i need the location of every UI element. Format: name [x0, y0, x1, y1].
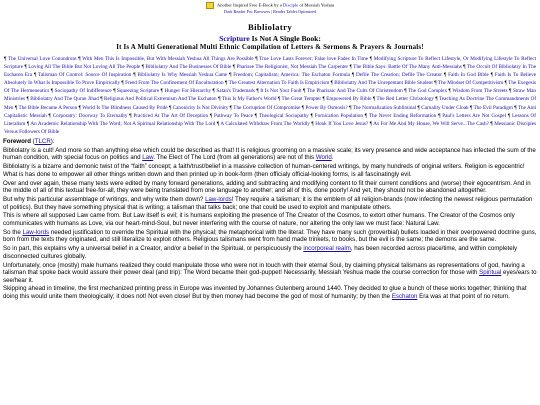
toc-item[interactable]: [418, 105, 469, 111]
toc-link[interactable]: It Is Not Your Fault: [260, 88, 302, 95]
toc-item[interactable]: [78, 56, 253, 62]
toc-link[interactable]: The Mindset Of Competitivism: [437, 80, 504, 87]
toc-link[interactable]: Pharisee The Religionist, Not Messiah The Carpenter: [236, 64, 349, 71]
paragraph: This is where all supposed Law came from. But Law itself is evil; it is humans exploiting the presence of The Creator of the Cosmos, to extort other humans. The Creator of the Cosmos only communicates with humans as Love, via our heart-mind-Soul, but never interfering with the course of nature, nor altering the only law we must face: Natural Law.: [3, 212, 515, 227]
paragraph: So the Law-lords needed justification to override the Spiritual with the physical; the metaphorical with the literal: They have many such (proverbial) bullets loaded in their overpowered doctrine guns, born from the texts they originated, and still literalize to exploit others. Religious talismans went from hand made trinkets, to books, but the evil is the same; the demons are the same.: [3, 228, 537, 244]
tagline: It Is A Multi Generational Multi Ethnic Compilation of Letters & Sermons & Prayers & Journals!: [116, 44, 424, 51]
pilcrow-icon: ¶: [514, 104, 517, 111]
toc-link[interactable]: Religious And Political Extremism And The Eschaton: [104, 96, 217, 103]
toc-item[interactable]: [470, 105, 513, 111]
toc-item[interactable]: [218, 96, 276, 102]
toc-item[interactable]: [4, 56, 77, 62]
paragraph: But why this particular assemblage of writings, and why write them down? Law-lords! They require a talisman; it is the emblem of all religion-brands (now infecting the newest religious permutation of politics). But they have something physical that is writing; a talisman that talks back; one that could be used to exploit and manipulate others.: [3, 195, 533, 211]
toc-link[interactable]: The Bible Became A Person: [18, 104, 78, 111]
toc-link[interactable]: The Pharisaic And The Cults Of Christendom: [306, 88, 403, 95]
disciple-link[interactable]: Disciple: [282, 2, 299, 8]
pilcrow-icon: ¶: [78, 56, 81, 62]
toc-link[interactable]: The Normalization Subliminal: [352, 104, 417, 111]
toc-item[interactable]: [365, 113, 436, 119]
toc-item[interactable]: [322, 96, 371, 102]
toc-link[interactable]: Hunger For Hierarchy: [164, 88, 212, 95]
toc-item[interactable]: [113, 88, 159, 94]
subtitle: Scripture Is Not A Single Book:: [219, 34, 321, 43]
pilcrow-icon: ¶: [218, 96, 221, 103]
paragraph: Unfortunately, once (mostly) male humans realized they could manipulate those who were not in touch with their eternal Soul, by claiming physical talismans as representations of god, having a talisman that spoke back would assure their power deal (and trip): The Word became their god-puppet! Necessarily, Messiah Yeshua made the course correction for those with Spiritual eyes/ears to see/hear it.: [3, 261, 537, 284]
toc-link[interactable]: Faith In God Bible: [448, 72, 489, 79]
pilcrow-icon: ¶: [133, 72, 136, 79]
pilcrow-icon: ¶: [78, 104, 81, 111]
pilcrow-icon: ¶: [504, 80, 507, 87]
pilcrow-icon: ¶: [216, 120, 220, 127]
toc-item[interactable]: [331, 80, 433, 86]
toc-item[interactable]: [79, 105, 168, 111]
toc-link[interactable]: This Is My Father's World: [221, 96, 277, 103]
toc-item[interactable]: [352, 72, 442, 78]
toc-item[interactable]: [49, 113, 128, 119]
toc-link[interactable]: With Men This Is Impossible, But With Messiah Yeshua All Things Are Possible: [82, 56, 254, 62]
pilcrow-icon: ¶: [113, 88, 116, 95]
toc-link[interactable]: Talisman Of Control: Source Of Inspiration: [38, 72, 132, 79]
header-tagline: Another Inspired Free E-Book by a Disciple of Messiah Yeshua: [0, 2, 540, 9]
toc-item[interactable]: [229, 72, 350, 78]
pilcrow-icon: ¶: [435, 96, 438, 103]
toc-link[interactable]: The Red Letter Christology: [376, 96, 434, 103]
toc-item[interactable]: [51, 88, 112, 94]
toc-item[interactable]: [278, 96, 321, 102]
tlcr-link[interactable]: TLCR: [34, 137, 51, 145]
toc-item[interactable]: [373, 96, 434, 102]
toc-item[interactable]: [210, 113, 253, 119]
toc-link[interactable]: Straw Man Ministries: [4, 88, 536, 103]
pilcrow-icon: ¶: [33, 72, 37, 79]
incorporeal-realm-link[interactable]: incorporeal realm: [303, 245, 351, 253]
pilcrow-icon: ¶: [100, 96, 103, 103]
toc-item[interactable]: [350, 64, 462, 70]
pilcrow-icon: ¶: [48, 112, 51, 119]
toc-link[interactable]: Loving All The Bible But Not Loving All The People: [28, 64, 141, 71]
toc-link[interactable]: Canonicity Is Not Divinity: [172, 104, 229, 111]
pilcrow-icon: ¶: [322, 96, 325, 103]
toc-link[interactable]: Paul's Letters Are Not Gospel: [442, 112, 507, 119]
toc-link[interactable]: Satan's Trademark: [216, 88, 255, 95]
toc-item[interactable]: [27, 121, 216, 127]
toc-link[interactable]: Empowered By Bible: [326, 96, 372, 103]
toc-link[interactable]: The Bible Says: Battle Of The Many Anti-Messiahs: [353, 64, 462, 71]
eschaton-link[interactable]: Eschaton: [391, 293, 418, 300]
toc-item[interactable]: [24, 64, 140, 70]
pilcrow-icon: ¶: [50, 88, 54, 95]
toc-link[interactable]: Squeezing Scripture: [117, 88, 160, 95]
toc-link[interactable]: Honk If You Love Jesus?: [315, 120, 369, 127]
toc-item[interactable]: [302, 105, 348, 111]
toc-item[interactable]: [434, 80, 503, 86]
pilcrow-icon: ¶: [229, 72, 232, 79]
pilcrow-icon: ¶: [26, 120, 30, 127]
pilcrow-icon: ¶: [168, 104, 172, 111]
pilcrow-icon: ¶: [256, 88, 259, 95]
pilcrow-icon: ¶: [349, 64, 352, 71]
toc-link[interactable]: Freed From The Confinement Of Enculturation: [125, 80, 224, 87]
pilcrow-icon: ¶: [129, 112, 132, 119]
toc-item[interactable]: [34, 72, 131, 78]
toc-item[interactable]: [444, 72, 489, 78]
pilcrow-icon: ¶: [369, 56, 373, 62]
toc-link[interactable]: The Greatest Alternation To Faith Is Empiricism: [228, 80, 330, 87]
toc-link[interactable]: The Exegesis Of The Hermeneutics: [4, 80, 537, 95]
pilcrow-icon: ¶: [160, 88, 164, 95]
law-lords-link[interactable]: Law-lords: [22, 228, 50, 236]
pilcrow-icon: ¶: [349, 104, 352, 111]
toc-item[interactable]: [230, 105, 301, 111]
toc-link[interactable]: Freedom; Capitalism; America: The Eschaton Formula: [233, 72, 350, 79]
pilcrow-icon: ¶: [434, 80, 437, 87]
toc-link[interactable]: Modifying Scripture To Reflect Lifestyle, Or Modifying Lifestyle To Reflect Scripture: [4, 56, 537, 71]
pilcrow-icon: ¶: [507, 112, 511, 119]
pilcrow-icon: ¶: [448, 88, 451, 95]
pilcrow-icon: ¶: [303, 88, 306, 95]
toc-link[interactable]: Practiced At The Art Of Deception: [133, 112, 209, 119]
toc-item[interactable]: [255, 56, 368, 62]
pilcrow-icon: ¶: [212, 88, 215, 95]
toc-item[interactable]: [256, 88, 301, 94]
table-of-contents: [0, 51, 540, 136]
pilcrow-icon: ¶: [141, 64, 145, 71]
toc-link[interactable]: Teaching As Doctrine The Commandments Of Men: [4, 96, 537, 111]
pilcrow-icon: ¶: [301, 104, 305, 111]
toc-link[interactable]: Messianic Disciples Versus Followers Of Bible: [4, 120, 537, 135]
pilcrow-icon: ¶: [209, 112, 213, 119]
pilcrow-icon: ¶: [24, 64, 27, 71]
paragraph: Over and over again, these many texts were edited by many forward generations, adding and subtracting and modifying content to fit their current conditions and (worse) their egocentrism. And in the middle of all of this textual free-for-all, they were being translated from one language to another; and all of this, done poorly! And yet, they should not be abandoned altogether.: [3, 179, 531, 195]
toc-item[interactable]: [26, 96, 98, 102]
pilcrow-icon: ¶: [121, 80, 124, 87]
toc-link[interactable]: Lessons Of Literalism: [4, 112, 537, 127]
toc-link[interactable]: Wisdom From The Streets: [452, 88, 508, 95]
toc-item[interactable]: [217, 121, 310, 127]
toc-item[interactable]: [449, 88, 508, 94]
book-logo-icon: [206, 2, 214, 9]
spiritual-link[interactable]: Spiritual: [479, 269, 502, 277]
toc-link[interactable]: Theological Sociopathy: [258, 112, 309, 119]
paragraph: Bibliolatry is a cult! And more so than anything else which could be described as that! It is religious grooming on a massive scale; its very presence and wide acceptance has infected the sum of the human condition, with special focus on politics and Law. The Elect of The Lord (from all generations) are not of this World.: [3, 146, 536, 162]
foreword-section: [0, 136, 540, 301]
toc-link[interactable]: Sociopathy Of Indifference: [54, 88, 112, 95]
toc-link[interactable]: The God Complex: [408, 88, 448, 95]
pilcrow-icon: ¶: [509, 88, 512, 95]
toc-item[interactable]: [133, 72, 227, 78]
toc-link[interactable]: The Evil Paradigm: [473, 104, 513, 111]
toc-item[interactable]: [121, 80, 223, 86]
pilcrow-icon: ¶: [438, 112, 441, 119]
pilcrow-icon: ¶: [311, 120, 314, 127]
toc-item[interactable]: [311, 113, 363, 119]
toc-link[interactable]: The Anti Capitalistic Messiah: [4, 104, 537, 119]
toc-link[interactable]: As For Me And My House, We Will Serve...The Cash?: [373, 120, 489, 127]
toc-link[interactable]: Bibliolatry And The Unrepentant Bible Student: [334, 80, 433, 87]
pilcrow-icon: ¶: [229, 104, 233, 111]
toc-link[interactable]: Faith Is To Believe Absolutely In What Is Impossible To Prove Empirically: [4, 72, 537, 87]
pilcrow-icon: ¶: [469, 104, 473, 111]
pilcrow-icon: ¶: [490, 72, 494, 79]
pilcrow-icon: ¶: [372, 96, 376, 103]
toc-item[interactable]: [438, 113, 506, 119]
toc-link[interactable]: The Occult Of Bibliolatry In The Eschaton Era: [4, 64, 537, 79]
toc-link[interactable]: Bibliolatry And The Quran Jihad: [30, 96, 99, 103]
toc-link[interactable]: Bibliolatry And The Businesses Of Bible: [145, 64, 232, 71]
law-lords-link[interactable]: Law-lords: [205, 195, 232, 203]
pilcrow-icon: ¶: [14, 104, 18, 111]
pilcrow-icon: ¶: [254, 112, 258, 119]
pilcrow-icon: ¶: [443, 72, 447, 79]
toc-link[interactable]: Corporatry: Doorway To Eternality: [52, 112, 128, 119]
toc-link[interactable]: The Great Tempter: [281, 96, 322, 103]
toc-item[interactable]: [404, 88, 447, 94]
pilcrow-icon: ¶: [224, 80, 228, 87]
toc-link[interactable]: The Never Ending Reformation: [368, 112, 437, 119]
law-link[interactable]: Law: [142, 154, 154, 162]
toc-item[interactable]: [15, 105, 77, 111]
toc-item[interactable]: [161, 88, 211, 94]
toc-link[interactable]: Power By Osmosis?: [305, 104, 348, 111]
toc-item[interactable]: [129, 113, 208, 119]
toc-link[interactable]: Bibliolatry Is Why Messiah Yeshua Came: [137, 72, 228, 79]
pilcrow-icon: ¶: [369, 120, 373, 127]
pilcrow-icon: ¶: [4, 56, 7, 62]
paragraph: So in part, this explains why a universal belief in a Creator, and/or a belief in the Spiritual, or perspicuously the incorporeal realm, has been recorded across place/time, and within completely disconnected cultures globally.: [3, 245, 518, 260]
world-link[interactable]: World: [315, 154, 332, 162]
pilcrow-icon: ¶: [310, 112, 313, 119]
scripture-link[interactable]: Scripture: [219, 34, 250, 43]
pilcrow-icon: ¶: [232, 64, 236, 71]
pilcrow-icon: ¶: [255, 56, 258, 62]
pilcrow-icon: ¶: [463, 64, 466, 71]
foreword-heading: Foreword (TLCR):: [3, 137, 55, 145]
pilcrow-icon: ¶: [26, 96, 29, 103]
pilcrow-icon: ¶: [404, 88, 407, 95]
pilcrow-icon: ¶: [490, 120, 493, 127]
toc-item[interactable]: [311, 121, 368, 127]
pilcrow-icon: ¶: [364, 112, 368, 119]
toc-item[interactable]: [349, 105, 416, 111]
page-title: Bibliolatry: [247, 22, 293, 32]
toc-link[interactable]: World Is The Blindness Caused By Pride: [82, 104, 168, 111]
toc-link[interactable]: A Calculated Withdraw From The Worldly: [220, 120, 310, 127]
toc-link[interactable]: The Corruption Of Compromise: [233, 104, 301, 111]
toc-link[interactable]: Pathway To Peace: [214, 112, 253, 119]
toc-link[interactable]: An Academic Relationship With The Word; Not A Spiritual Relationship With The Lord: [30, 120, 216, 127]
toc-link[interactable]: Carnality Under Cloak: [421, 104, 469, 111]
toc-item[interactable]: [213, 88, 255, 94]
toc-item[interactable]: [370, 121, 489, 127]
pilcrow-icon: ¶: [351, 72, 355, 79]
toc-link[interactable]: Fornication Population: [314, 112, 363, 119]
reader-options-link[interactable]: Dark Reader For Browsers | Reader Tablet Optimized: [223, 9, 317, 14]
pilcrow-icon: ¶: [417, 104, 420, 111]
site-header: [0, 0, 540, 15]
pilcrow-icon: ¶: [330, 80, 333, 87]
toc-item[interactable]: [169, 105, 228, 111]
foreword-title: Foreword: [3, 137, 31, 145]
toc-item[interactable]: [100, 96, 216, 102]
toc-item[interactable]: [233, 64, 348, 70]
toc-link[interactable]: The Universal Love Conundrum: [7, 56, 77, 62]
book-titles: [0, 22, 540, 51]
toc-link[interactable]: Defile The Creation; Defile The Creator: [356, 72, 443, 79]
paragraph: Skipping ahead in timeline, the first mechanized printing press in Europe was invented by Johannes Gutenberg around 1440. They decided to glue a bunch of these works together; thinking that doing this would unite them theologically; it does not! Not even close! But by then money had become the god of most of humanity; by then the Eschaton Era was at that point of no return.: [3, 285, 527, 300]
toc-item[interactable]: [225, 80, 329, 86]
pilcrow-icon: ¶: [277, 96, 281, 103]
paragraph: Bibliolatry is a bizarre and demonic twist of the “faith” concept; a faith/trust/belief in a massive collection of human-centered writings, by many hundreds of original writers. Religion is egocentric! What is has done to empower all other things written down and then printed up in book-form (then officialy official-looking forms, is all fascinatingly evil.: [3, 163, 525, 178]
toc-item[interactable]: [303, 88, 403, 94]
toc-item[interactable]: [142, 64, 232, 70]
toc-link[interactable]: True Love Lasts Forever; False love Fades In Time: [259, 56, 369, 62]
toc-item[interactable]: [255, 113, 309, 119]
